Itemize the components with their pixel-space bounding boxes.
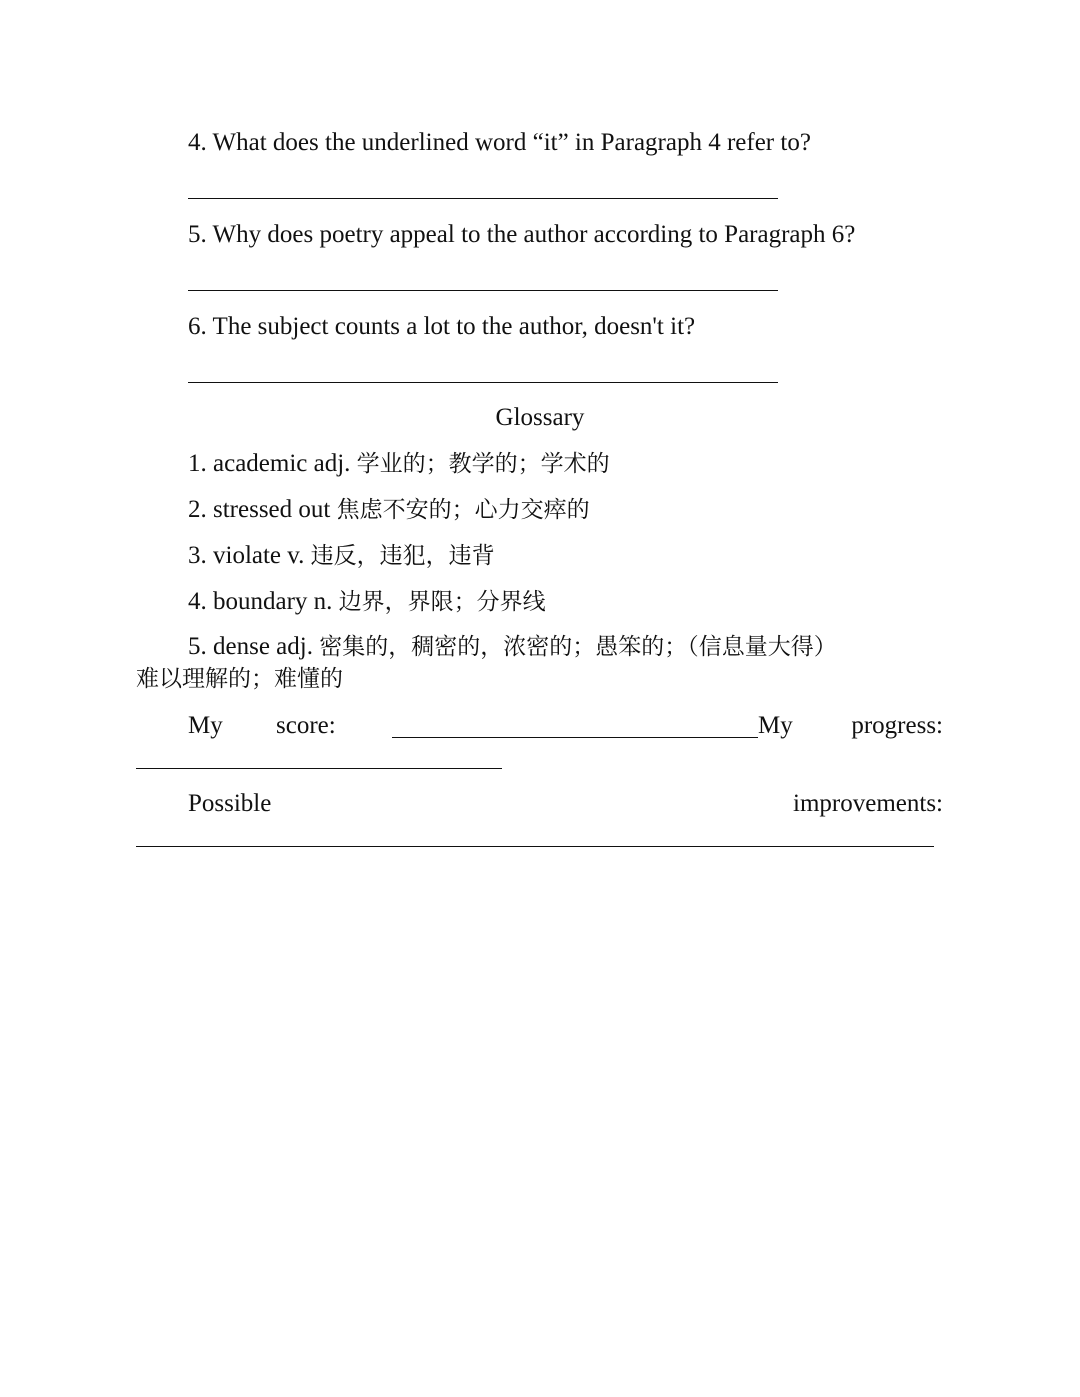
glossary-term: 1. academic adj. [188,450,351,477]
glossary-item-3 [188,541,495,571]
answer-line-5 [188,290,778,291]
glossary-title: Glossary [495,404,585,431]
glossary-term: 5. dense adj. [188,633,313,660]
improvements-label: improvements: [793,790,943,817]
glossary-item-2 [188,495,590,525]
glossary-meaning: 焦虑不安的；心力交瘁的 [336,497,590,523]
glossary-meaning: 密集的，稠密的，浓密的；愚笨的；（信息量大得） [319,634,837,660]
improvements-line [136,846,934,847]
glossary-term: 4. boundary n. [188,588,333,615]
question-4: 4. What does the underlined word “it” in Paragraph 4 refer to? [188,129,811,156]
glossary-term: 3. violate v. [188,542,305,569]
my-label-2: My [758,712,793,739]
glossary-item-1 [188,449,610,479]
score-line [392,737,758,738]
answer-line-6 [188,382,778,383]
possible-label: Possible [188,790,272,817]
glossary-meaning: 学业的；教学的；学术的 [356,451,610,477]
progress-line [136,768,502,769]
glossary-meaning: 边界，界限；分界线 [338,589,546,615]
score-label: score: [276,712,336,739]
glossary-item-4 [188,587,546,617]
glossary-meaning: 违反，违犯，违背 [310,543,495,569]
answer-line-4 [188,198,778,199]
progress-label: progress: [851,712,943,739]
glossary-item-5 [188,632,837,662]
question-6: 6. The subject counts a lot to the author, doesn't it? [188,313,696,340]
my-label: My [188,712,223,739]
glossary-meaning-continued: 难以理解的；难懂的 [136,666,343,692]
glossary-item-5-continued [136,664,343,694]
glossary-term: 2. stressed out [188,496,331,523]
question-5: 5. Why does poetry appeal to the author according to Paragraph 6? [188,221,856,248]
